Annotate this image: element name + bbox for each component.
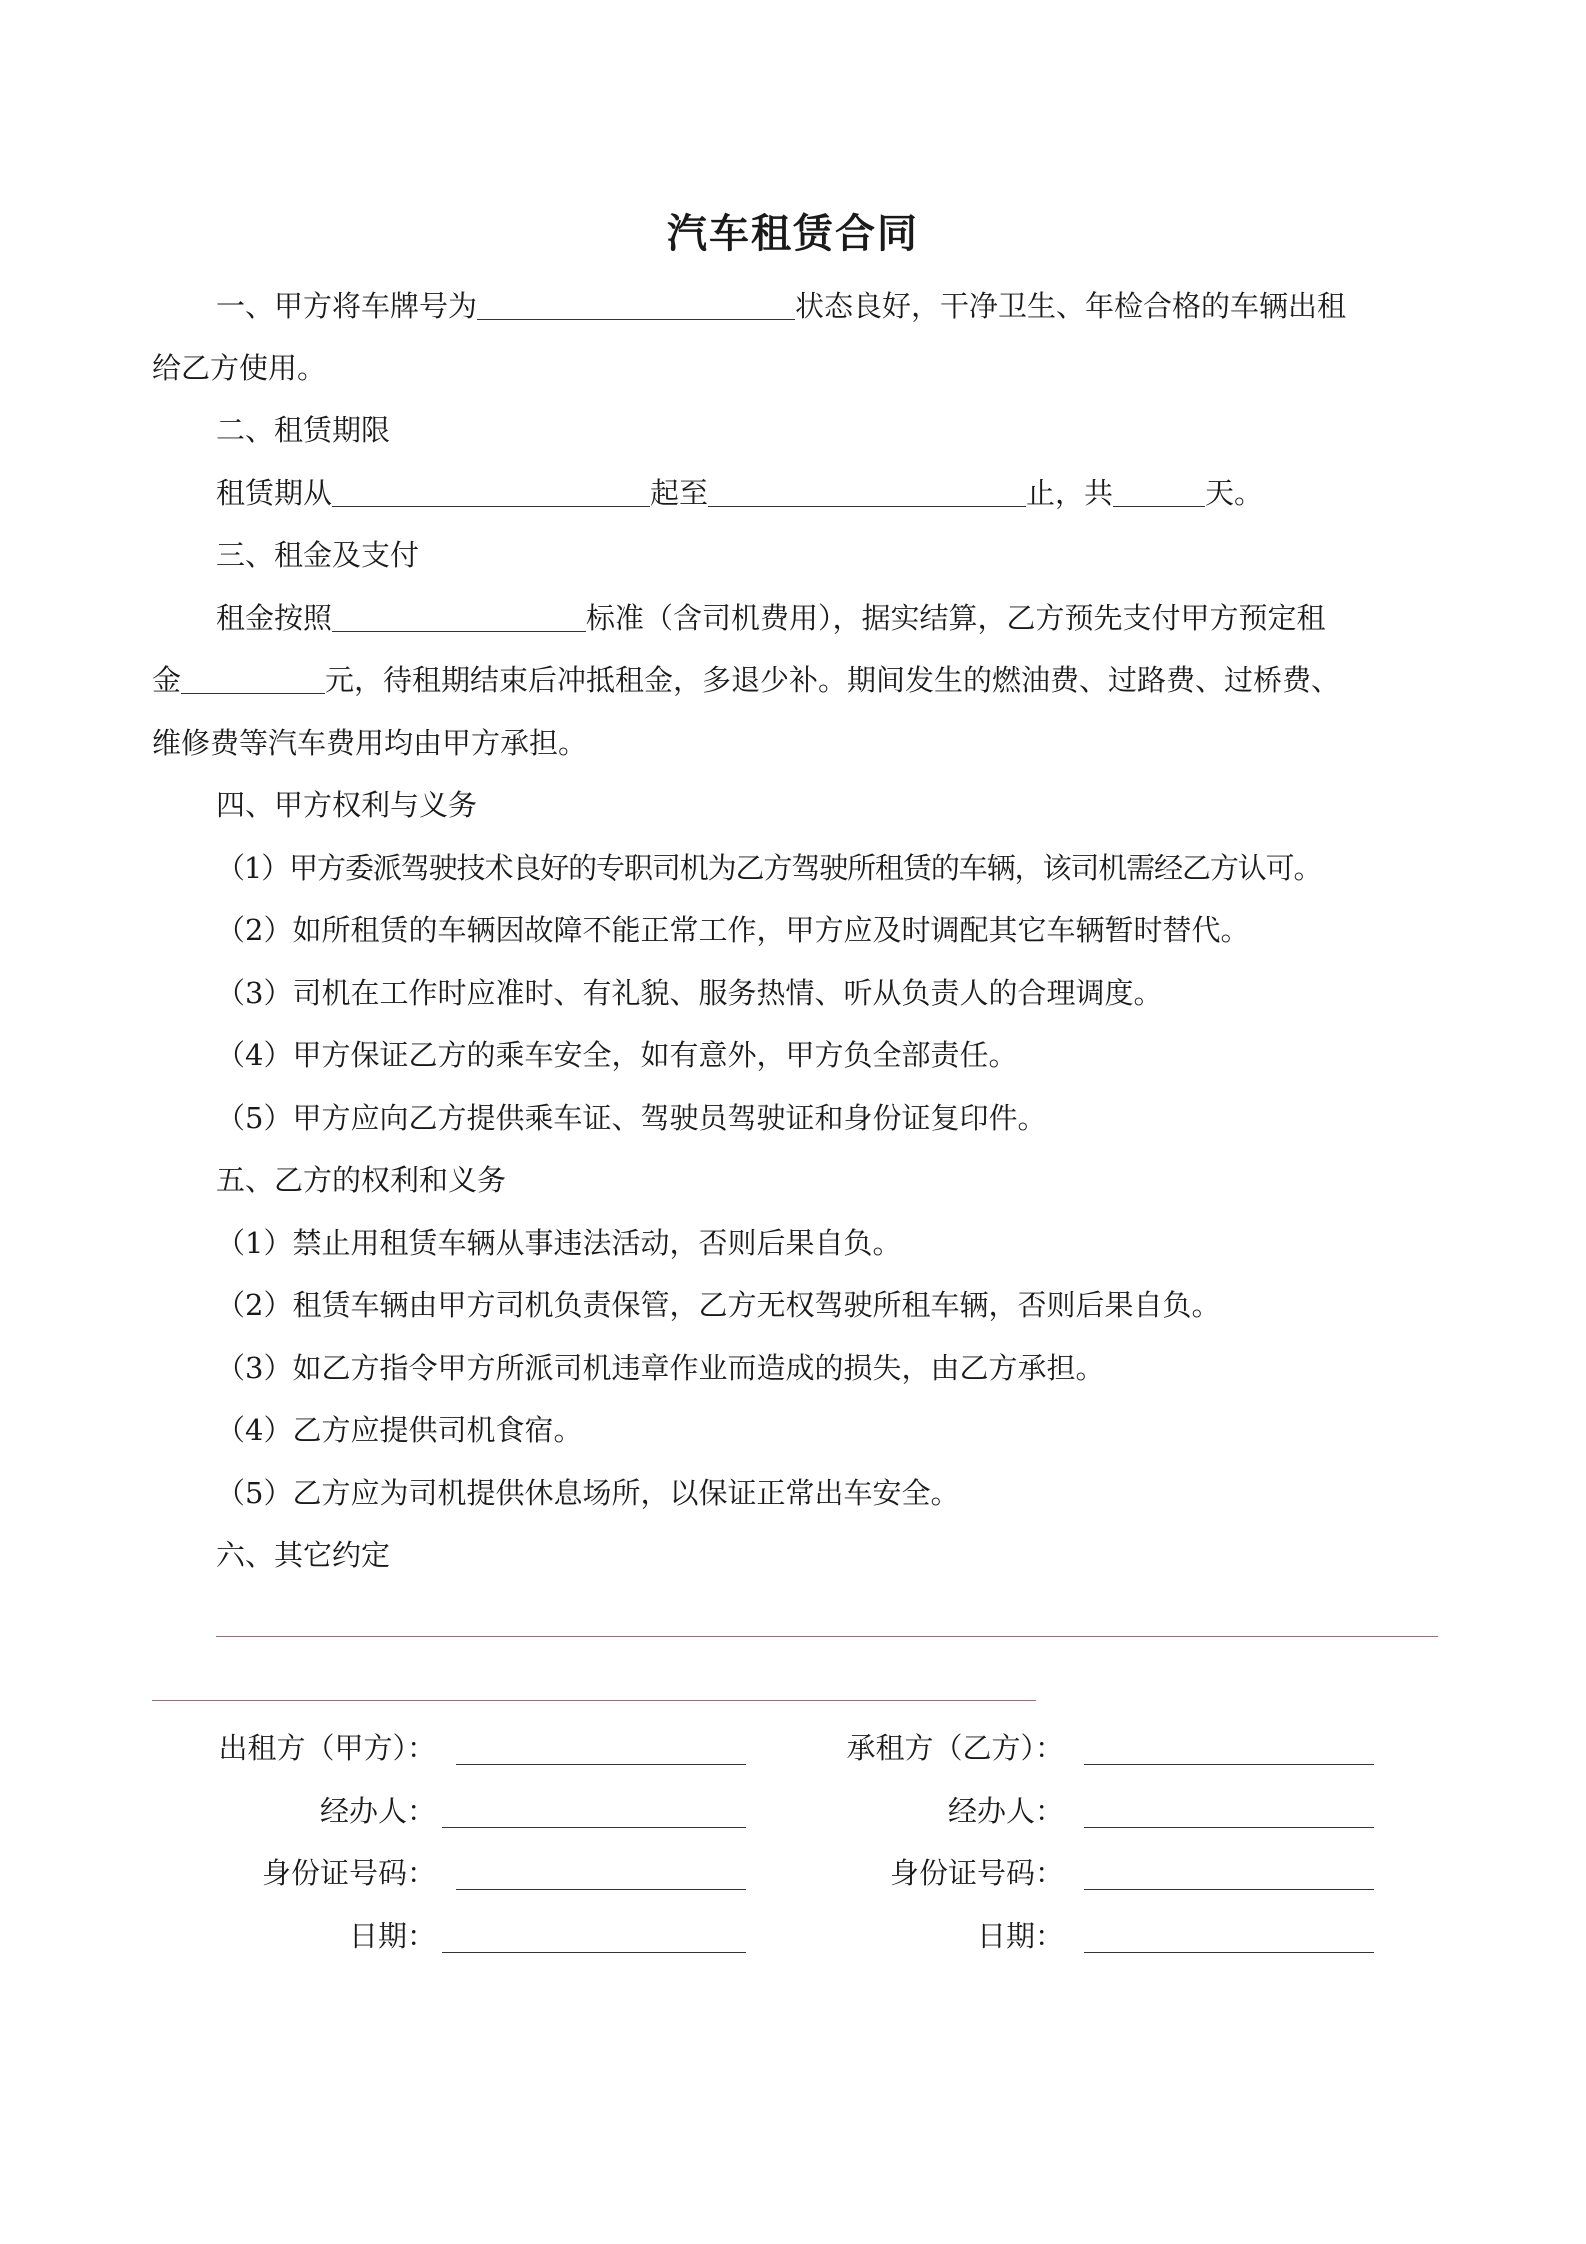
section-3-text-b: 标准（含司机费用），据实结算，乙方预先支付甲方预定租: [586, 601, 1326, 635]
end-date-blank[interactable]: [708, 476, 1026, 507]
section-3-text-d: 元，待租期结束后冲抵租金，多退少补。期间发生的燃油费、过路费、过桥费、: [325, 663, 1341, 697]
section-1-text-b: 状态良好，干净卫生、年检合格的车辆出租: [795, 289, 1347, 323]
list-item: （1）甲方委派驾驶技术良好的专职司机为乙方驾驶所租赁的车辆，该司机需经乙方认可。: [216, 851, 1322, 885]
section-1-text-a: 一、甲方将车牌号为: [216, 289, 478, 323]
lessee-date-label: 日期：: [976, 1919, 1064, 1953]
list-item: （1）禁止用租赁车辆从事违法活动，否则后果自负。: [216, 1226, 902, 1260]
list-item: （2）如所租赁的车辆因故障不能正常工作，甲方应及时调配其它车辆暂时替代。: [216, 913, 1250, 947]
section-1-line-2: 给乙方使用。: [152, 351, 327, 385]
section-2-text-c: 止，共: [1026, 476, 1114, 510]
section-3-text-a: 租金按照: [216, 601, 333, 635]
list-item: （5）甲方应向乙方提供乘车证、驾驶员驾驶证和身份证复印件。: [216, 1101, 1047, 1135]
section-2-heading: 二、租赁期限: [216, 413, 391, 447]
section-2-line: [216, 473, 1263, 513]
lessor-id-line[interactable]: [456, 1889, 746, 1890]
days-blank[interactable]: [1113, 476, 1205, 507]
rent-standard-blank[interactable]: [332, 601, 586, 632]
list-item: （4）乙方应提供司机食宿。: [216, 1413, 583, 1447]
other-terms-line-2[interactable]: [152, 1700, 1036, 1701]
section-2-text-b: 起至: [650, 476, 709, 510]
list-item: （3）司机在工作时应准时、有礼貌、服务热情、听从负责人的合理调度。: [216, 976, 1163, 1010]
section-3-text-c: 金: [152, 663, 182, 697]
section-1-line-1: [216, 286, 1346, 326]
section-3-heading: 三、租金及支付: [216, 538, 420, 572]
lessor-date-line[interactable]: [442, 1952, 746, 1953]
section-3-line-2: [152, 660, 1340, 700]
section-2-text-a: 租赁期从: [216, 476, 333, 510]
other-terms-line-1[interactable]: [216, 1636, 1438, 1637]
section-5-heading: 五、乙方的权利和义务: [216, 1163, 507, 1197]
list-item: （3）如乙方指令甲方所派司机违章作业而造成的损失，由乙方承担。: [216, 1351, 1105, 1385]
lessor-id-label: 身份证号码：: [261, 1856, 436, 1890]
start-date-blank[interactable]: [332, 476, 650, 507]
section-4-heading: 四、甲方权利与义务: [216, 788, 478, 822]
lessee-id-line[interactable]: [1084, 1889, 1374, 1890]
section-6-heading: 六、其它约定: [216, 1538, 391, 1572]
lessor-agent-label: 经办人：: [319, 1794, 436, 1828]
section-2-text-d: 天。: [1205, 476, 1264, 510]
list-item: （2）租赁车辆由甲方司机负责保管，乙方无权驾驶所租车辆，否则后果自负。: [216, 1288, 1221, 1322]
deposit-amount-blank[interactable]: [181, 663, 325, 694]
plate-number-blank[interactable]: [477, 289, 795, 320]
lessee-label: 承租方（乙方）：: [846, 1731, 1064, 1765]
lessor-signature-line[interactable]: [456, 1764, 746, 1765]
lessee-agent-label: 经办人：: [947, 1794, 1064, 1828]
lessee-date-line[interactable]: [1084, 1952, 1374, 1953]
lessee-agent-line[interactable]: [1084, 1827, 1374, 1828]
lessor-agent-line[interactable]: [442, 1827, 746, 1828]
list-item: （5）乙方应为司机提供休息场所，以保证正常出车安全。: [216, 1476, 960, 1510]
lessee-id-label: 身份证号码：: [889, 1856, 1064, 1890]
section-3-line-3: 维修费等汽车费用均由甲方承担。: [152, 726, 588, 760]
lessor-label: 出租方（甲方）：: [218, 1731, 436, 1765]
lessee-signature-line[interactable]: [1084, 1764, 1374, 1765]
lessor-date-label: 日期：: [348, 1919, 436, 1953]
section-3-line-1: [216, 598, 1326, 638]
page-title: 汽车租赁合同: [667, 210, 919, 257]
list-item: （4）甲方保证乙方的乘车安全，如有意外，甲方负全部责任。: [216, 1038, 1018, 1072]
